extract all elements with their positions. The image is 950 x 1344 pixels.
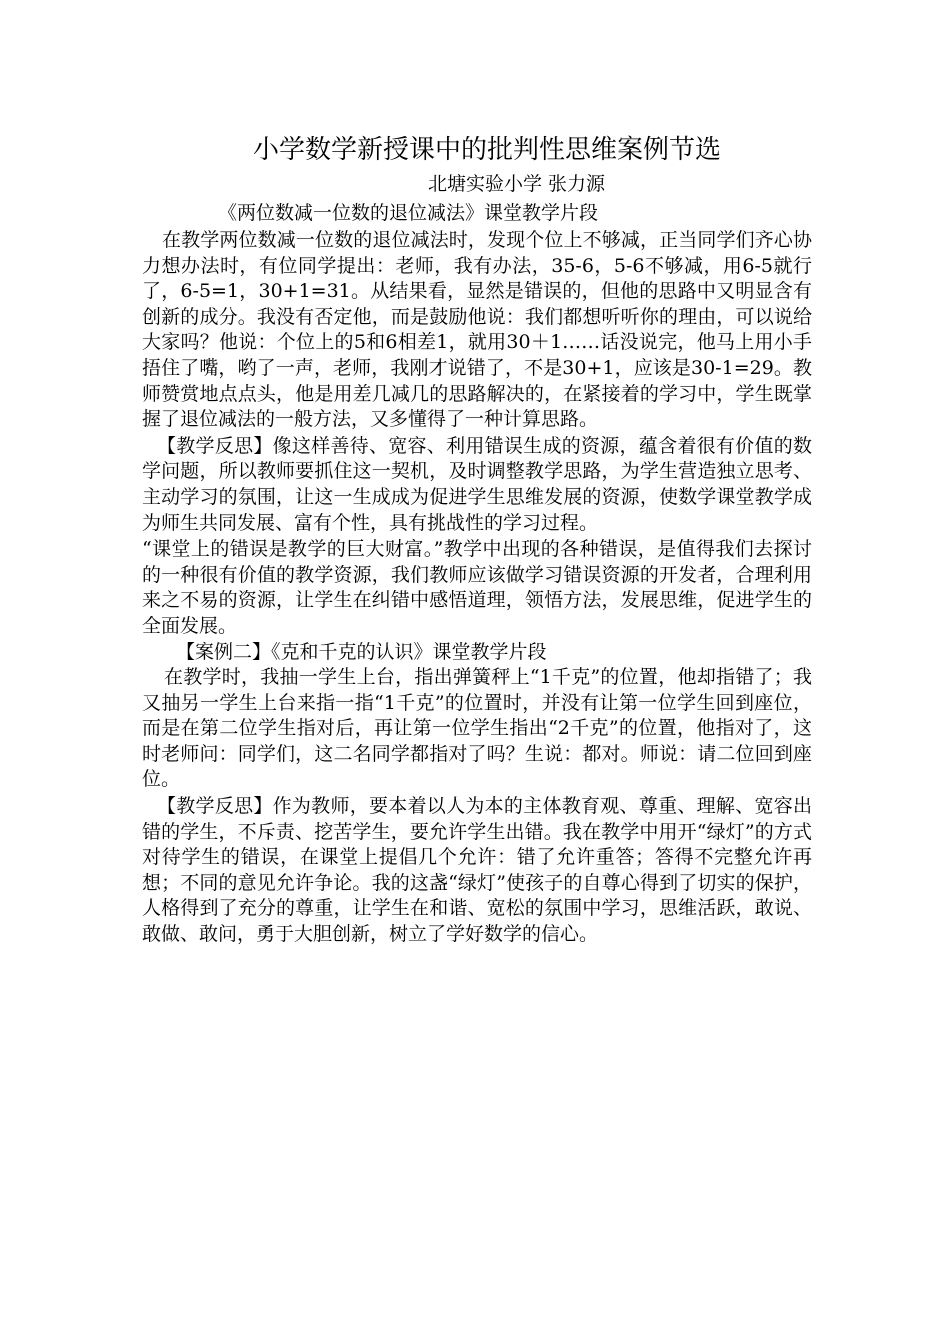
reflection2-paragraph: 【教学反思】作为教师，要本着以人为本的主体教育观、尊重、理解、宽容出错的学生，不斥责、挖苦学生，要允许学生出错。我在教学中用开“绿灯”的方式对待学生的错误，在课堂上提倡几个允许：错了允许重答；答得不完整允许再想；不同的意见允许争论。我的这盏“绿灯”使孩子的自尊心得到了切实的保护，人格得到了充分的尊重，让学生在和谐、宽松的氛围中学习，思维活跃，敢说、敢做、敢问，勇于大胆创新，树立了学好数学的信心。 (142, 795, 812, 946)
case2-paragraph: 在教学时，我抽一学生上台，指出弹簧秤上“1千克”的位置，他却指错了；我又抽另一学生上台来指一指“1千克”的位置时，并没有让第一位学生回到座位，而是在第二位学生指对后，再让第一位学生指出“2千克”的位置，他指对了，这时老师问：同学们，这二名同学都指对了吗？生说：都对。师说：请二位回到座位。 (142, 666, 812, 791)
document-title: 小学数学新授课中的批判性思维案例节选 (252, 135, 721, 165)
case2-heading: 【案例二】《克和千克的认识》课堂教学片段 (176, 640, 547, 663)
case1-paragraph: 在教学两位数减一位数的退位减法时，发现个位上不够减，正当同学们齐心协力想办法时，有位同学提出：老师，我有办法，35-6，5-6不够减，用6-5就行了，6-5=1，30+1=31。从结果看，显然是错误的，但他的思路中又明显含有创新的成分。我没有否定他，而是鼓励他说：我们都想听听你的理由，可以说给大家吗？他说：个位上的5和6相差1，就用30＋1……话没说完，他马上用小手捂住了嘴，哟了一声，老师，我刚才说错了，不是30+1，应该是30-1=29。教师赞赏地点点头，他是用差几减几的思路解决的，在紧接着的学习中，学生既掌握了退位减法的一般方法，又多懂得了一种计算思路。 (142, 229, 812, 431)
author-line: 北塘实验小学 张力源 (428, 173, 606, 195)
case1-heading: 《两位数减一位数的退位减法》课堂教学片段 (218, 202, 599, 224)
document-body (142, 130, 812, 948)
quote-paragraph: “课堂上的错误是教学的巨大财富。”教学中出现的各种错误，是值得我们去探讨的一种很有价值的教学资源，我们教师应该做学习错误资源的开发者，合理利用来之不易的资源，让学生在纠错中感悟道理，领悟方法，发展思维，促进学生的全面发展。 (142, 538, 812, 637)
reflection1-paragraph: 【教学反思】像这样善待、宽容、利用错误生成的资源，蕴含着很有价值的数学问题，所以教师要抓住这一契机，及时调整教学思路，为学生营造独立思考、主动学习的氛围，让这一生成成为促进学生思维发展的资源，使数学课堂教学成为师生共同发展、富有个性，具有挑战性的学习过程。 (142, 434, 812, 534)
